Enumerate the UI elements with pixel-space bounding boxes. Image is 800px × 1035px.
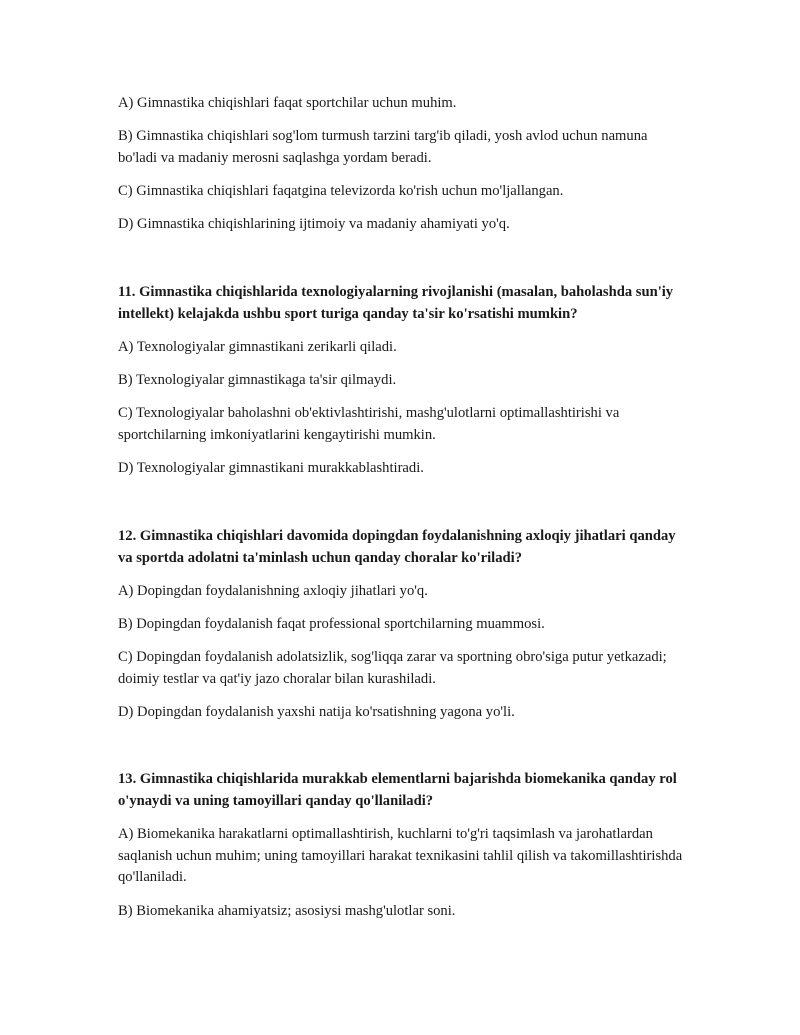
q11-question: 11. Gimnastika chiqishlarida texnologiyalarning rivojlanishi (masalan, baholashda sun'iy intellekt) kelajakda ushbu sport turiga qanday ta'sir ko'rsatishi mumkin?	[118, 284, 674, 322]
q11-answer-d: D) Texnologiyalar gimnastikani murakkablashtiradi.	[118, 460, 424, 476]
q11-answer-b: B) Texnologiyalar gimnastikaga ta'sir qilmaydi.	[118, 372, 397, 388]
q11-answer-c: C) Texnologiyalar baholashni ob'ektivlashtirishi, mashg'ulotlarni optimallashtirishi va sportchilarning imkoniyatlarini kengaytirishi mumkin.	[118, 405, 620, 443]
q12-answer-b: B) Dopingdan foydalanish faqat professional sportchilarning muammosi.	[118, 616, 545, 632]
q13-answer-b: B) Biomekanika ahamiyatsiz; asosiysi mashg'ulotlar soni.	[118, 903, 456, 919]
q10-answer-b: B) Gimnastika chiqishlari sog'lom turmush tarzini targ'ib qiladi, yosh avlod uchun namuna bo'ladi va madaniy merosni saqlashga yordam beradi.	[118, 128, 648, 166]
q12-question: 12. Gimnastika chiqishlari davomida dopingdan foydalanishning axloqiy jihatlari qanday va sportda adolatni ta'minlash uchun qanday choralar ko'riladi?	[118, 528, 676, 566]
q13-answer-a: A) Biomekanika harakatlarni optimallashtirish, kuchlarni to'g'ri taqsimlash va jarohatlardan saqlanish uchun muhim; uning tamoyillari harakat texnikasini tahlil qilish va takomillashtirishda qo'llaniladi.	[118, 826, 683, 885]
q11-answer-a: A) Texnologiyalar gimnastikani zerikarli qiladi.	[118, 339, 397, 355]
q10-answer-d: D) Gimnastika chiqishlarining ijtimoiy va madaniy ahamiyati yo'q.	[118, 216, 510, 232]
q12-answer-d: D) Dopingdan foydalanish yaxshi natija ko'rsatishning yagona yo'li.	[118, 704, 515, 720]
q10-answer-a: A) Gimnastika chiqishlari faqat sportchilar uchun muhim.	[118, 95, 457, 111]
q10-answer-c: C) Gimnastika chiqishlari faqatgina televizorda ko'rish uchun mo'ljallangan.	[118, 183, 564, 199]
q13-question: 13. Gimnastika chiqishlarida murakkab elementlarni bajarishda biomekanika qanday rol o'ynaydi va uning tamoyillari qanday qo'llaniladi?	[118, 771, 677, 809]
q12-answer-a: A) Dopingdan foydalanishning axloqiy jihatlari yo'q.	[118, 583, 428, 599]
q12-answer-c: C) Dopingdan foydalanish adolatsizlik, sog'liqqa zarar va sportning obro'siga putur yetkazadi; doimiy testlar va qat'iy jazo choralar bilan kurashiladi.	[118, 649, 667, 687]
